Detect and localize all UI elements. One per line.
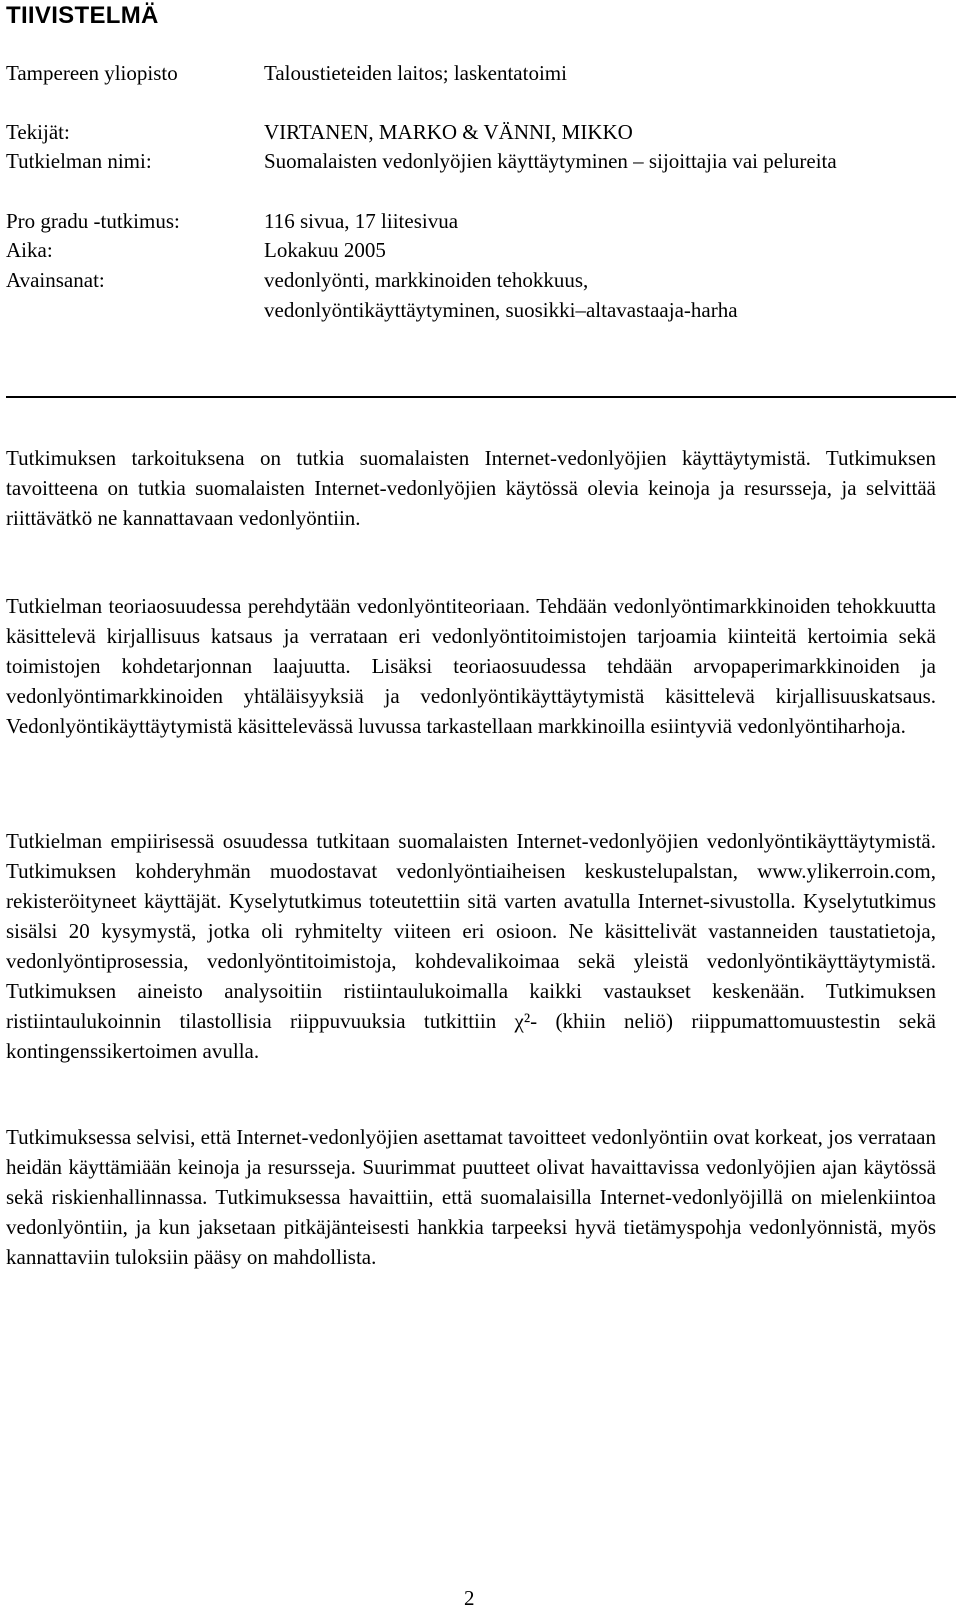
date-label: Aika:	[6, 238, 53, 262]
horizontal-divider	[6, 396, 956, 398]
thesis-type-label: Pro gradu -tutkimus:	[6, 209, 180, 233]
abstract-paragraph-2: Tutkielman teoriaosuudessa perehdytään vedonlyöntiteoriaan. Tehdään vedonlyöntimarkkinoiden tehokkuutta käsittelevä kirjallisuus katsaus ja verrataan eri vedonlyöntitoimistojen tarjoamia kiinteitä kertoimia sekä toimistojen kohdetarjonnan laajuutta. Lisäksi teoriaosuudessa tehdään arvopaperimarkkinoiden ja vedonlyöntimarkkinoiden yhtäläisyyksiä ja vedonlyöntikäyttäytymistä käsittelevä kirjallisuuskatsaus. Vedonlyöntikäyttäytymistä käsittelevässä luvussa tarkastellaan markkinoilla esiintyviä vedonlyöntiharhoja.	[6, 594, 936, 738]
page-title: TIIVISTELMÄ	[6, 2, 159, 29]
abstract-paragraph-4: Tutkimuksessa selvisi, että Internet-vedonlyöjien asettamat tavoitteet vedonlyöntiin ovat korkeat, jos verrataan heidän käyttämiään keinoja ja resursseja. Suurimmat puutteet olivat havaittavissa vedonlyöjien ajan käytössä sekä riskienhallinnassa. Tutkimuksessa havaittiin, että suomalaisilla Internet-vedonlyöjillä on mielenkiintoa vedonlyöntiin, ja kun jaksetaan pitkäjänteisesti hankkia tarpeeksi hyvä tietämyspohja vedonlyönnistä, myös kannattaviin tuloksiin pääsy on mahdollista.	[6, 1125, 936, 1269]
keywords-label: Avainsanat:	[6, 268, 105, 292]
thesis-pages-value: 116 sivua, 17 liitesivua	[264, 209, 459, 233]
authors-label: Tekijät:	[6, 120, 70, 144]
abstract-paragraph-3: Tutkielman empiirisessä osuudessa tutkitaan suomalaisten Internet-vedonlyöjien vedonlyöntikäyttäytymistä. Tutkimuksen kohderyhmän muodostavat vedonlyöntiaiheisen keskustelupalstan, www.ylikerroin.com, rekisteröityneet käyttäjät. Kyselytutkimus toteutettiin sitä varten avatulla Internet-sivustolla. Kyselytutkimus sisälsi 20 kysymystä, jotka oli ryhmitelty viiteen eri osioon. Ne käsittelivät vastanneiden taustatietoja, vedonlyöntiprosessia, vedonlyöntitoimistoja, kohdevalikoimaa sekä yleistä vedonlyöntikäyttäytymistä. Tutkimuksen aineisto analysoitiin ristiintaulukoimalla kaikki vastaukset keskenään. Tutkimuksen ristiintaulukoinnin tilastollisia riippuvuuksia tutkittiin χ²- (khiin neliö) riippumattomuustestin sekä kontingenssikertoimen avulla.	[6, 829, 936, 1063]
thesis-name-label: Tutkielman nimi:	[6, 149, 152, 173]
thesis-name-value: Suomalaisten vedonlyöjien käyttäytyminen – sijoittajia vai pelureita	[264, 149, 837, 173]
date-value: Lokakuu 2005	[264, 238, 386, 262]
page-number: 2	[464, 1586, 475, 1610]
university-name: Tampereen yliopisto	[6, 61, 178, 85]
authors-value: VIRTANEN, MARKO & VÄNNI, MIKKO	[264, 120, 633, 144]
keywords-value: vedonlyönti, markkinoiden tehokkuus, vedonlyöntikäyttäytyminen, suosikki–altavastaaja-harha	[264, 268, 738, 322]
abstract-paragraph-1: Tutkimuksen tarkoituksena on tutkia suomalaisten Internet-vedonlyöjien käyttäytymistä. Tutkimuksen tavoitteena on tutkia suomalaisten Internet-vedonlyöjien käytössä olevia keinoja ja resursseja, ja selvittää riittävätkö ne kannattavaan vedonlyöntiin.	[6, 446, 936, 530]
department-name: Taloustieteiden laitos; laskentatoimi	[264, 61, 567, 85]
